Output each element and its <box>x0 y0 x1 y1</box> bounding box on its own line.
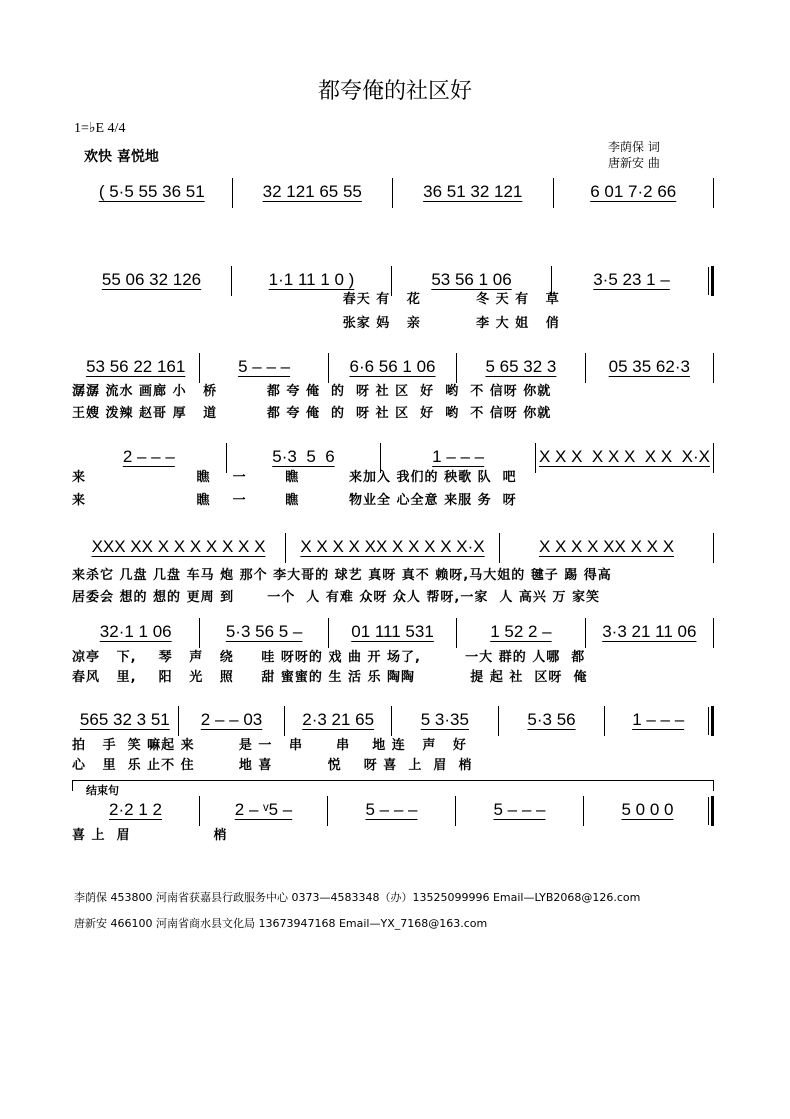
lyric-line: 张家 妈 亲 李 大 姐 俏 <box>72 316 560 331</box>
key-signature: 1=♭E 4/4 <box>74 121 126 136</box>
measure <box>179 706 285 730</box>
measure <box>499 706 605 730</box>
score-system <box>72 266 714 290</box>
score-system <box>72 178 714 202</box>
measure <box>500 533 713 557</box>
measure-notes: 1 52 2 – <box>490 622 552 641</box>
measure-notes: 1·1 11 1 0 ) <box>268 270 355 289</box>
bar-line <box>713 178 714 208</box>
score-system <box>72 796 714 820</box>
bar-line <box>711 266 714 296</box>
lyric-line: 心 里 乐 止不 住 地 喜 悦 呀 喜 上 眉 梢 <box>72 758 473 773</box>
measure-notes: X X X X X X X X X·X <box>538 447 710 466</box>
lyric-line: 王嫂 泼辣 赵哥 厚 道 都 夸 俺 的 呀 社 区 好 哟 不 信呀 你就 <box>72 406 552 421</box>
measure-notes: 2 – – 03 <box>200 710 263 729</box>
score-system <box>72 706 714 730</box>
measure <box>586 353 713 377</box>
lyric-line: 来 瞧 一 瞧 物业全 心全意 来服 务 呀 <box>72 493 517 508</box>
measure <box>200 796 327 820</box>
bar-line <box>711 796 714 826</box>
measure <box>72 178 232 202</box>
measure-notes: 53 56 22 161 <box>86 357 186 376</box>
measure <box>393 178 553 202</box>
measure <box>328 796 455 820</box>
measure-notes: 5·3 5 6 <box>272 447 335 466</box>
measure <box>552 266 711 290</box>
measure-notes: 6·6 56 1 06 <box>349 357 436 376</box>
measure-notes: 5 65 32 3 <box>485 357 557 376</box>
measure-notes: 5 – – – <box>493 800 546 819</box>
measure <box>586 618 713 642</box>
measure-notes: 32 121 65 55 <box>262 182 362 201</box>
measure-notes: 32·1 1 06 <box>99 622 172 641</box>
measure-notes: 2·2 1 2 <box>109 800 162 819</box>
footer-contact-composer: 唐新安 466100 河南省商水县文化局 13673947168 Email—YX_7168@163.com <box>74 917 488 930</box>
lyric-line: 来 瞧 一 瞧 来加入 我们的 秧歌 队 吧 <box>72 470 517 485</box>
measure <box>457 353 584 377</box>
measure-notes: 55 06 32 126 <box>101 270 202 289</box>
score-system <box>72 443 714 467</box>
measure-notes: 1 – – – <box>432 447 485 466</box>
measure-notes: 5 0 0 0 <box>621 800 674 819</box>
ending-bracket <box>72 780 714 791</box>
measure-notes: 2 – – – <box>122 447 175 466</box>
measure-notes: 05 35 62·3 <box>608 357 690 376</box>
measure <box>233 178 393 202</box>
measure-notes: 6 01 7·2 66 <box>590 182 677 201</box>
bar-line <box>713 443 714 473</box>
lyric-line: 春风 里, 阳 光 照 甜 蜜蜜的 生 活 乐 陶陶 提 起 社 区呀 俺 <box>72 670 588 685</box>
measure-notes: 01 111 531 <box>351 622 434 641</box>
measure <box>392 706 498 730</box>
measure-notes: 5·3 56 <box>527 710 576 729</box>
lyricist-credit: 李荫保 词 <box>608 140 660 154</box>
measure <box>381 443 535 467</box>
measure <box>554 178 714 202</box>
score-system <box>72 533 714 557</box>
measure-notes: 5 – – – <box>365 800 418 819</box>
measure <box>72 266 231 290</box>
measure <box>584 796 711 820</box>
measure-notes: XXX XX X X X X X X X <box>91 537 266 556</box>
measure <box>72 796 199 820</box>
bar-line <box>711 706 714 736</box>
measure-notes: 3·5 23 1 – <box>593 270 670 289</box>
measure-notes: 53 56 1 06 <box>431 270 512 289</box>
measure-notes: 2 – ᵛ5 – <box>234 800 293 819</box>
measure <box>286 533 499 557</box>
measure <box>72 443 226 467</box>
measure-notes: 565 32 3 51 <box>79 710 170 729</box>
measure <box>72 533 285 557</box>
lyric-line: 春天 有 花 冬 天 有 草 <box>72 292 560 307</box>
bar-line <box>713 533 714 563</box>
measure-notes: 5 – – – <box>238 357 291 376</box>
bar-line <box>713 618 714 648</box>
lyric-line: 喜 上 眉 梢 <box>72 828 228 843</box>
measure <box>200 353 327 377</box>
lyric-line: 拍 手 笑 嘛起 来 是 一 串 串 地 连 声 好 <box>72 738 467 753</box>
measure <box>227 443 381 467</box>
measure-notes: 5·3 56 5 – <box>225 622 303 641</box>
song-title: 都夸俺的社区好 <box>317 79 472 104</box>
score-system <box>72 353 714 377</box>
measure <box>285 706 391 730</box>
bar-line <box>713 353 714 383</box>
measure <box>72 706 178 730</box>
footer-contact-lyricist: 李荫保 453800 河南省获嘉县行政服务中心 0373—4583348（办）13525099996 Email—LYB2068@126.com <box>74 891 641 904</box>
measure <box>457 618 584 642</box>
lyric-line: 来杀它 几盘 几盘 车马 炮 那个 李大哥的 球艺 真呀 真不 赖呀,马大姐的 毽子 踢 得高 <box>72 568 612 583</box>
measure <box>200 618 327 642</box>
measure <box>232 266 391 290</box>
measure-notes: 1 – – – <box>632 710 685 729</box>
composer-credit: 唐新安 曲 <box>608 156 660 170</box>
tempo-marking: 欢快 喜悦地 <box>84 149 159 165</box>
measure <box>456 796 583 820</box>
lyric-line: 居委会 想的 想的 更周 到 一个 人 有难 众呀 众人 帮呀,一家 人 高兴 万 家笑 <box>72 590 600 605</box>
lyric-line: 凉亭 下, 琴 声 绕 哇 呀呀的 戏 曲 开 场了, 一大 群的 人哪 都 <box>72 650 586 665</box>
measure <box>392 266 551 290</box>
measure-notes: X X X X XX X X X X X·X <box>300 537 485 556</box>
measure <box>72 353 199 377</box>
lyric-line: 潺潺 流水 画廊 小 桥 都 夸 俺 的 呀 社 区 好 哟 不 信呀 你就 <box>72 384 552 399</box>
measure-notes: 2·3 21 65 <box>302 710 375 729</box>
measure-notes: 5 3·35 <box>420 710 469 729</box>
measure-notes: ( 5·5 55 36 51 <box>98 182 205 201</box>
measure-notes: X X X X XX X X X <box>538 537 675 556</box>
measure <box>536 443 713 467</box>
score-system <box>72 618 714 642</box>
measure <box>329 353 456 377</box>
measure <box>329 618 456 642</box>
measure-notes: 36 51 32 121 <box>423 182 523 201</box>
measure <box>72 618 199 642</box>
ending-label: 结束句 <box>86 784 119 797</box>
measure-notes: 3·3 21 11 06 <box>602 622 697 641</box>
measure <box>605 706 711 730</box>
